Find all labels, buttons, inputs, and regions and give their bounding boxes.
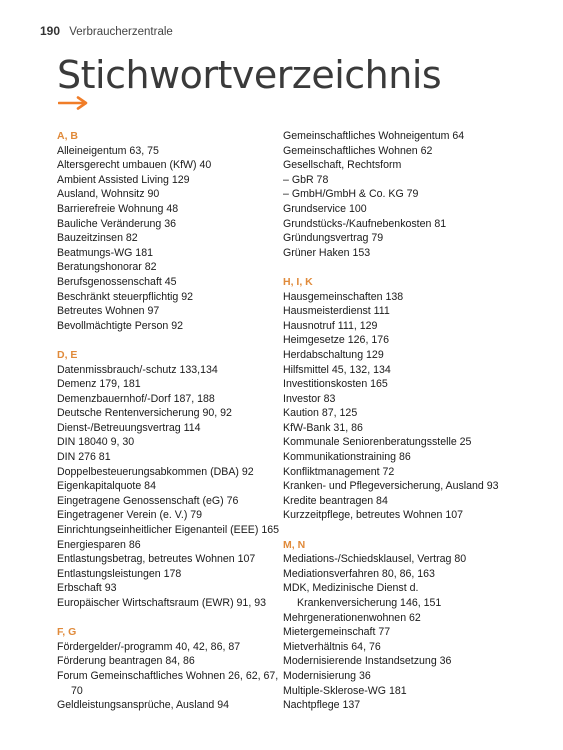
index-entry-text: Alleineigentum 63, 75 [57,144,159,157]
index-entry-text: Kranken- und Pflegeversicherung, Ausland 93 [283,480,499,493]
section-heading: D, E [57,348,78,361]
index-entry-text: Demenzbauernhof/-Dorf 187, 188 [57,392,215,405]
index-entry-text: Forum Gemeinschaftliches Wohnen 26, 62, 67, [57,669,279,682]
index-entry [57,304,292,319]
index-entry [57,406,292,421]
index-entry-text: – GmbH/GmbH & Co. KG 79 [283,188,419,201]
index-entry-text: Dienst-/Betreuungsvertrag 114 [57,421,201,434]
section-heading: H, I, K [283,275,313,288]
index-entry-text: Modernisierende Instandsetzung 36 [283,655,452,668]
index-entry [57,669,292,698]
index-entry-text: Mediationsverfahren 80, 86, 163 [283,567,435,580]
index-entry-text: Multiple-Sklerose-WG 181 [283,684,407,697]
index-entry-text: Erbschaft 93 [57,582,117,595]
index-entry [57,479,292,494]
index-entry-text: Kommunikationstraining 86 [283,451,411,464]
index-entry [283,508,523,523]
section-heading: M, N [283,538,306,551]
index-entry-text: Grundservice 100 [283,202,367,215]
index-entry [57,377,292,392]
arrow-right-icon [58,96,90,110]
index-entry-text: Eigenkapitalquote 84 [57,480,156,493]
publisher-name: Verbraucherzentrale [69,26,173,38]
index-entry [283,158,523,173]
index-section [57,625,292,713]
index-entry [283,581,523,610]
index-entry [57,494,292,509]
index-entry-text: Geldleistungsansprüche, Ausland 94 [57,699,229,712]
index-entry-text: Mietergemeinschaft 77 [283,626,391,639]
index-entry-text: Hausnotruf 111, 129 [283,319,378,332]
index-entry [283,567,523,582]
index-entry [57,246,292,261]
index-entry [283,348,523,363]
index-entry [57,392,292,407]
section-heading: A, B [57,130,78,142]
index-entry [283,684,523,699]
index-entry-text: Kaution 87, 125 [283,407,358,420]
index-entry-text: Förderung beantragen 84, 86 [57,655,195,668]
index-entry [283,611,523,626]
index-entry [57,640,292,655]
index-entry [57,508,292,523]
index-entry-text: Bevollmächtigte Person 92 [57,319,184,332]
index-entry-text: Datenmissbrauch/-schutz 133,134 [57,363,218,376]
index-entry [283,552,523,567]
index-entry-text: Investor 83 [283,392,336,405]
index-entry-text: DIN 18040 9, 30 [57,436,135,449]
index-entry [283,246,523,261]
index-entry-text: Grundstücks-/Kaufnebenkosten 81 [283,217,447,230]
index-entry [283,363,523,378]
index-entry [57,231,292,246]
index-entry-text: Bauzeitzinsen 82 [57,232,138,245]
index-entry-text: Gründungsvertrag 79 [283,232,384,245]
index-entry [283,202,523,217]
index-entry [57,363,292,378]
index-entry [283,187,523,202]
index-entry [283,669,523,684]
index-entry-text: Entlastungsleistungen 178 [57,567,182,580]
index-entry [57,581,292,596]
index-entry-text: Deutsche Rentenversicherung 90, 92 [57,407,232,420]
index-entry-text: Beatmungs-WG 181 [57,246,153,259]
index-entry-text: Kommunale Seniorenberatungsstelle 25 [283,436,472,449]
index-entry [57,538,292,553]
page-number: 190 [40,24,61,38]
index-entry-text: Ausland, Wohnsitz 90 [57,188,160,201]
index-entry-text: Mietverhältnis 64, 76 [283,640,381,653]
index-entry [57,275,292,290]
index-entry [57,421,292,436]
index-entry-text: Europäischer Wirtschaftsraum (EWR) 91, 93 [57,597,266,609]
index-entry-text: Fördergelder/-programm 40, 42, 86, 87 [57,640,241,653]
index-entry-text: Ambient Assisted Living 129 [57,173,190,186]
index-section [57,348,292,611]
index-entry-text: Gemeinschaftliches Wohneigentum 64 [283,130,465,142]
index-entry [57,435,292,450]
index-entry [57,290,292,305]
index-entry [57,450,292,465]
index-entry-text: Mehrgenerationenwohnen 62 [283,611,421,624]
index-entry [283,494,523,509]
index-entry [57,260,292,275]
index-entry [283,406,523,421]
index-entry-text: MDK, Medizinische Dienst d. [283,582,419,595]
index-entry [283,435,523,450]
index-entry [57,144,292,159]
index-entry [283,319,523,334]
index-entry-text: DIN 276 81 [57,451,111,464]
index-entry [283,377,523,392]
index-entry-text: Berufsgenossenschaft 45 [57,275,177,288]
index-entry-text: Barrierefreie Wohnung 48 [57,202,179,215]
index-entry [283,625,523,640]
index-entry-text: Hilfsmittel 45, 132, 134 [283,363,391,376]
index-entry [283,231,523,246]
index-entry [283,654,523,669]
index-column-left [57,129,292,727]
index-entry-text: Gemeinschaftliches Wohnen 62 [283,144,433,157]
index-section [283,538,523,713]
index-entry [57,567,292,582]
index-entry [57,187,292,202]
index-entry-text: Bauliche Veränderung 36 [57,217,176,230]
index-entry [57,173,292,188]
page-title: Stichwortverzeichnis [57,53,442,97]
index-entry-text: Demenz 179, 181 [57,378,141,391]
index-entry-text: Altersgerecht umbauen (KfW) 40 [57,159,212,172]
index-entry [57,319,292,334]
index-entry [283,421,523,436]
index-entry-text: Grüner Haken 153 [283,246,371,259]
index-entry [283,479,523,494]
index-entry-text: Heimgesetze 126, 176 [283,334,390,347]
index-entry-text: Eingetragener Verein (e. V.) 79 [57,509,203,522]
index-entry-text: Nachtpflege 137 [283,699,361,712]
index-entry [283,450,523,465]
index-entry [57,523,292,538]
index-entry-text: Beschränkt steuerpflichtig 92 [57,290,194,303]
index-entry [283,392,523,407]
index-entry-text: Einrichtungseinheitlicher Eigenanteil (EEE) 165 [57,524,280,537]
index-section [57,129,292,333]
index-entry-text: Doppelbesteuerungsabkommen (DBA) 92 [57,465,254,478]
index-entry-text: Betreutes Wohnen 97 [57,305,160,318]
index-entry-text: – GbR 78 [283,173,329,186]
index-entry-text: Investitionskosten 165 [283,378,388,391]
index-entry [57,158,292,173]
index-section [283,129,523,260]
index-entry [57,596,292,611]
index-entry [57,698,292,713]
index-entry [57,552,292,567]
index-entry-text: Eingetragene Genossenschaft (eG) 76 [57,494,239,507]
index-entry-text: Entlastungsbetrag, betreutes Wohnen 107 [57,553,256,566]
index-entry-text: Beratungshonorar 82 [57,261,157,274]
index-entry-text: Hausmeisterdienst 111 [283,305,390,318]
index-entry [283,173,523,188]
section-heading: F, G [57,626,77,639]
index-section [283,275,523,523]
index-entry [57,217,292,232]
index-entry-text: KfW-Bank 31, 86 [283,421,363,434]
index-entry-text: Gesellschaft, Rechtsform [283,159,402,172]
index-entry [283,333,523,348]
index-entry-text: Kurzzeitpflege, betreutes Wohnen 107 [283,509,464,522]
index-entry-continuation: 70 [71,684,83,697]
index-entry [283,640,523,655]
running-header [40,24,173,38]
index-entry-text: Konfliktmanagement 72 [283,465,395,478]
index-entry [283,698,523,713]
index-entry [57,202,292,217]
index-entry [283,304,523,319]
index-entry [57,654,292,669]
index-entry [283,465,523,480]
index-entry-text: Hausgemeinschaften 138 [283,290,404,303]
index-entry-text: Modernisierung 36 [283,669,371,682]
index-entry-continuation: Krankenversicherung 146, 151 [297,597,442,609]
index-entry [283,290,523,305]
index-entry [283,129,523,144]
index-entry-text: Energiesparen 86 [57,538,141,551]
index-entry [283,144,523,159]
index-entry [283,217,523,232]
index-column-right [283,129,523,727]
index-entry [57,465,292,480]
index-entry-text: Kredite beantragen 84 [283,494,388,507]
index-entry-text: Mediations-/Schiedsklausel, Vertrag 80 [283,553,467,566]
index-entry-text: Herdabschaltung 129 [283,348,384,361]
